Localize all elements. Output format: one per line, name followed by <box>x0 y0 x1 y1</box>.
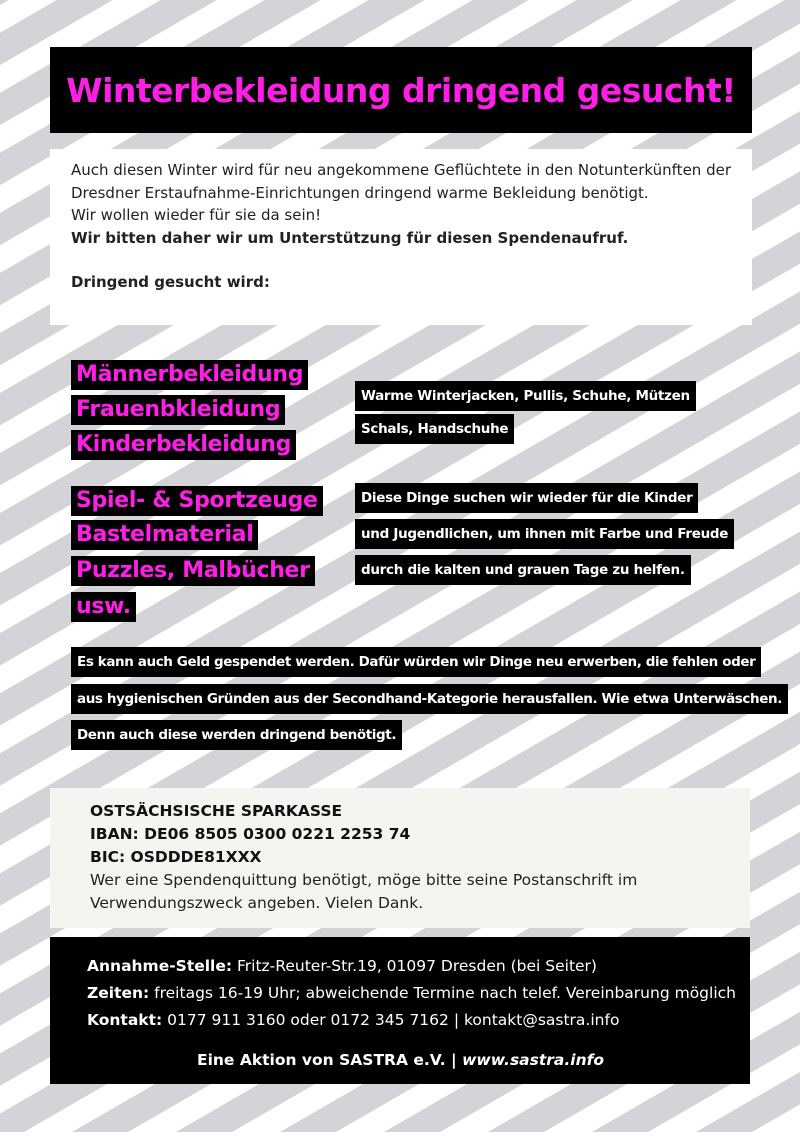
dropoff-line <box>87 953 730 980</box>
dropoff-address: Fritz-Reuter-Str.19, 01097 Dresden (bei Seiter) <box>232 957 597 975</box>
intro-line-3: Wir wollen wieder für sie da sein! <box>71 206 322 224</box>
title-banner <box>50 47 752 133</box>
dropoff-label: Annahme-Stelle: <box>87 957 233 975</box>
contact-value: 0177 911 3160 oder 0172 345 7162 | kontakt@sastra.info <box>162 1011 620 1029</box>
hours-label: Zeiten: <box>87 984 150 1002</box>
hours-extra: ; abweichende Termine nach telef. Vereinbarung möglich <box>295 984 736 1002</box>
money-note-3: Denn auch diese werden dringend benötigt. <box>71 720 402 750</box>
intro-box <box>50 149 752 325</box>
footer-line <box>87 1047 730 1074</box>
intro-appeal: Wir bitten daher wir um Unterstützung für diesen Spendenaufruf. <box>71 228 629 247</box>
intro-line-2: Dresdner Erstaufnahme-Einrichtungen dringend warme Bekleidung benötigt. <box>71 183 649 202</box>
footer-url[interactable]: www.sastra.info <box>462 1051 605 1069</box>
contact-box <box>50 937 750 1084</box>
tag-etc: usw. <box>71 592 136 622</box>
receipt-note-2: Verwendungszweck angeben. Vielen Dank. <box>90 894 424 912</box>
tag-toys: Spiel- & Sportzeuge <box>71 486 323 516</box>
toys-note-2: und Jugendlichen, um ihnen mit Farbe und Freude <box>355 519 734 549</box>
hours-line <box>87 980 736 1007</box>
receipt-note-1: Wer eine Spendenquittung benötigt, möge bitte seine Postanschrift im <box>90 871 638 889</box>
bank-bic: BIC: OSDDDE81XXX <box>90 848 262 866</box>
tag-crafts: Bastelmaterial <box>71 520 258 550</box>
intro-line-1: Auch diesen Winter wird für neu angekommene Geflüchtete in den Notunterkünften der <box>71 161 731 179</box>
contact-line <box>87 1007 730 1034</box>
bank-name: OSTSÄCHSISCHE SPARKASSE <box>90 802 343 820</box>
clothing-note-2: Schals, Handschuhe <box>355 414 514 444</box>
needed-heading: Dringend gesucht wird: <box>71 273 270 291</box>
money-note-1: Es kann auch Geld gespendet werden. Dafür würden wir Dinge neu erwerben, die fehlen oder <box>71 647 761 677</box>
money-note-2: aus hygienischen Gründen aus der Secondhand-Kategorie herausfallen. Wie etwa Unterwäschen. <box>71 684 788 714</box>
tag-puzzles: Puzzles, Malbücher <box>71 556 315 586</box>
tag-kids-clothing: Kinderbekleidung <box>71 430 296 460</box>
toys-note-3: durch die kalten und grauen Tage zu helfen. <box>355 555 691 585</box>
bank-iban: IBAN: DE06 8505 0300 0221 2253 74 <box>90 825 411 843</box>
contact-label: Kontakt: <box>87 1011 163 1029</box>
intro-spacer <box>71 249 732 271</box>
tag-women-clothing: Frauenbkleidung <box>71 395 285 425</box>
footer-text: Eine Aktion von SASTRA e.V. | <box>196 1051 463 1069</box>
toys-note-1: Diese Dinge suchen wir wieder für die Kinder <box>355 483 698 513</box>
bank-details <box>50 788 750 928</box>
page-title: Winterbekleidung dringend gesucht! <box>66 70 736 110</box>
clothing-note-1: Warme Winterjacken, Pullis, Schuhe, Mützen <box>355 381 696 411</box>
hours-value: freitags 16-19 Uhr <box>149 984 296 1002</box>
tag-men-clothing: Männerbekleidung <box>71 360 308 390</box>
